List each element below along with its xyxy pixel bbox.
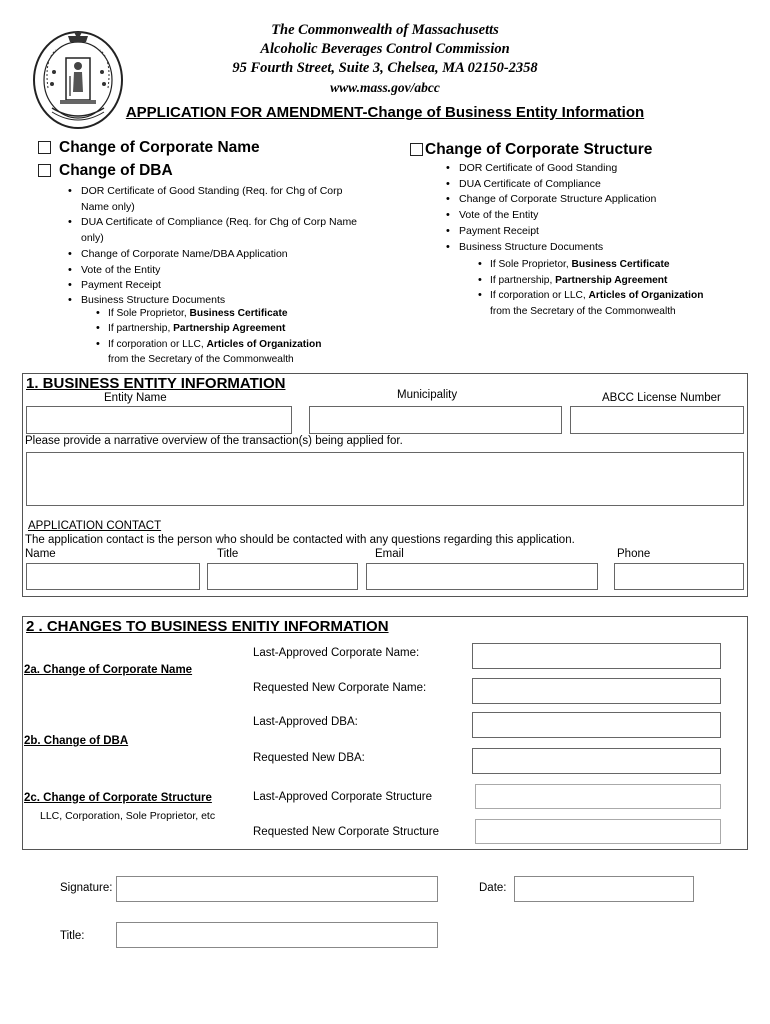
section2-title: 2 . CHANGES TO BUSINESS ENITIY INFORMATION <box>26 618 389 635</box>
contact-phone-field[interactable] <box>614 563 744 590</box>
corporate-structure-label: Change of Corporate Structure <box>425 141 653 158</box>
signature-field[interactable] <box>116 876 438 902</box>
list-item <box>476 288 744 319</box>
change-dba-heading: 2b. Change of DBA <box>24 735 129 747</box>
municipality-field[interactable] <box>309 406 562 434</box>
signer-title-field[interactable] <box>116 922 438 948</box>
last-structure-field[interactable] <box>475 784 721 809</box>
list-item <box>94 337 366 368</box>
left-requirements <box>66 184 366 368</box>
list-item: • DUA Certificate of Compliance <box>444 177 744 193</box>
right-requirements <box>444 161 744 319</box>
last-dba-label: Last-Approved DBA: <box>253 716 358 728</box>
corp-prefix: If corporation or LLC, <box>490 290 589 302</box>
sole-doc: Business Certificate <box>571 259 670 271</box>
municipality-label: Municipality <box>397 389 458 401</box>
list-item: • DUA Certificate of Compliance (Req. for Chg of Corp Name only) <box>66 215 366 246</box>
corp-doc: Articles of Organization <box>206 338 322 350</box>
dba-checkbox[interactable] <box>38 164 51 177</box>
new-corporate-name-field[interactable] <box>472 678 721 704</box>
new-structure-field[interactable] <box>475 819 721 844</box>
corporate-name-checkbox[interactable] <box>38 141 51 154</box>
partner-prefix: If partnership, <box>108 323 174 335</box>
corp-prefix: If corporation or LLC, <box>108 338 207 350</box>
contact-name-field[interactable] <box>26 563 200 590</box>
contact-description: The application contact is the person who should be contacted with any questions regarding this application. <box>25 534 575 546</box>
signer-title-label: Title: <box>60 930 85 942</box>
dba-label: Change of DBA <box>59 162 173 179</box>
list-item: • Payment Receipt <box>66 278 366 294</box>
contact-name-label: Name <box>25 548 56 560</box>
entity-name-label: Entity Name <box>104 392 167 404</box>
sole-prefix: If Sole Proprietor, <box>490 259 572 271</box>
list-item <box>94 306 366 322</box>
list-item <box>476 273 744 289</box>
change-corporate-name-heading: 2a. Change of Corporate Name <box>24 664 193 676</box>
list-item: • DOR Certificate of Good Standing <box>444 161 744 177</box>
corporate-name-label: Change of Corporate Name <box>59 139 260 156</box>
signature-label: Signature: <box>60 882 113 894</box>
corp-doc: Articles of Organization <box>588 290 704 302</box>
header-line-3: 95 Fourth Street, Suite 3, Chelsea, MA 02150-2358 <box>232 60 538 76</box>
last-corporate-name-label: Last-Approved Corporate Name: <box>253 647 420 659</box>
narrative-field[interactable] <box>26 452 744 506</box>
list-item: • Business Structure Documents <box>66 294 366 306</box>
partner-doc: Partnership Agreement <box>555 274 668 286</box>
license-number-field[interactable] <box>570 406 744 434</box>
list-item: • Payment Receipt <box>444 224 744 240</box>
sole-prefix: If Sole Proprietor, <box>108 307 190 319</box>
change-structure-heading: 2c. Change of Corporate Structure <box>24 792 212 804</box>
license-label: ABCC License Number <box>602 392 721 404</box>
last-structure-label: Last-Approved Corporate Structure <box>253 791 432 803</box>
form-title: APPLICATION FOR AMENDMENT-Change of Business Entity Information <box>125 104 645 121</box>
contact-phone-label: Phone <box>617 548 651 560</box>
corp-suffix: from the Secretary of the Commonwealth <box>108 354 294 366</box>
contact-title-label: Title <box>217 548 239 560</box>
contact-email-label: Email <box>375 548 404 560</box>
contact-title-field[interactable] <box>207 563 358 590</box>
last-corporate-name-field[interactable] <box>472 643 721 669</box>
last-dba-field[interactable] <box>472 712 721 738</box>
date-label: Date: <box>479 882 507 894</box>
corporate-structure-checkbox[interactable] <box>410 143 423 156</box>
header-line-2: Alcoholic Beverages Control Commission <box>260 41 510 57</box>
list-item: • Vote of the Entity <box>66 263 366 279</box>
new-structure-label: Requested New Corporate Structure <box>253 826 440 838</box>
list-item <box>476 257 744 273</box>
partner-prefix: If partnership, <box>490 274 556 286</box>
sole-doc: Business Certificate <box>189 307 288 319</box>
date-field[interactable] <box>514 876 694 902</box>
structure-examples: LLC, Corporation, Sole Proprietor, etc <box>40 810 216 822</box>
list-item: • Vote of the Entity <box>444 208 744 224</box>
corp-suffix: from the Secretary of the Commonwealth <box>490 305 676 317</box>
option-dba[interactable] <box>38 162 173 180</box>
list-item: • Change of Corporate Structure Application <box>444 192 744 208</box>
list-item: • Business Structure Documents <box>444 240 744 256</box>
contact-email-field[interactable] <box>366 563 598 590</box>
option-corporate-name[interactable] <box>38 139 260 157</box>
option-corporate-structure[interactable] <box>410 141 652 159</box>
list-item <box>94 321 366 337</box>
new-dba-field[interactable] <box>472 748 721 774</box>
header-line-1: The Commonwealth of Massachusetts <box>271 22 499 38</box>
header-website: www.mass.gov/abcc <box>330 80 440 95</box>
contact-heading: APPLICATION CONTACT <box>28 520 162 532</box>
list-item: • Change of Corporate Name/DBA Application <box>66 247 366 263</box>
entity-name-field[interactable] <box>26 406 292 434</box>
section1-title: 1. BUSINESS ENTITY INFORMATION <box>26 375 286 392</box>
partner-doc: Partnership Agreement <box>173 323 286 335</box>
narrative-label: Please provide a narrative overview of the transaction(s) being applied for. <box>25 435 403 447</box>
new-dba-label: Requested New DBA: <box>253 752 365 764</box>
new-corporate-name-label: Requested New Corporate Name: <box>253 682 427 694</box>
list-item: • DOR Certificate of Good Standing (Req. for Chg of Corp Name only) <box>66 184 366 215</box>
